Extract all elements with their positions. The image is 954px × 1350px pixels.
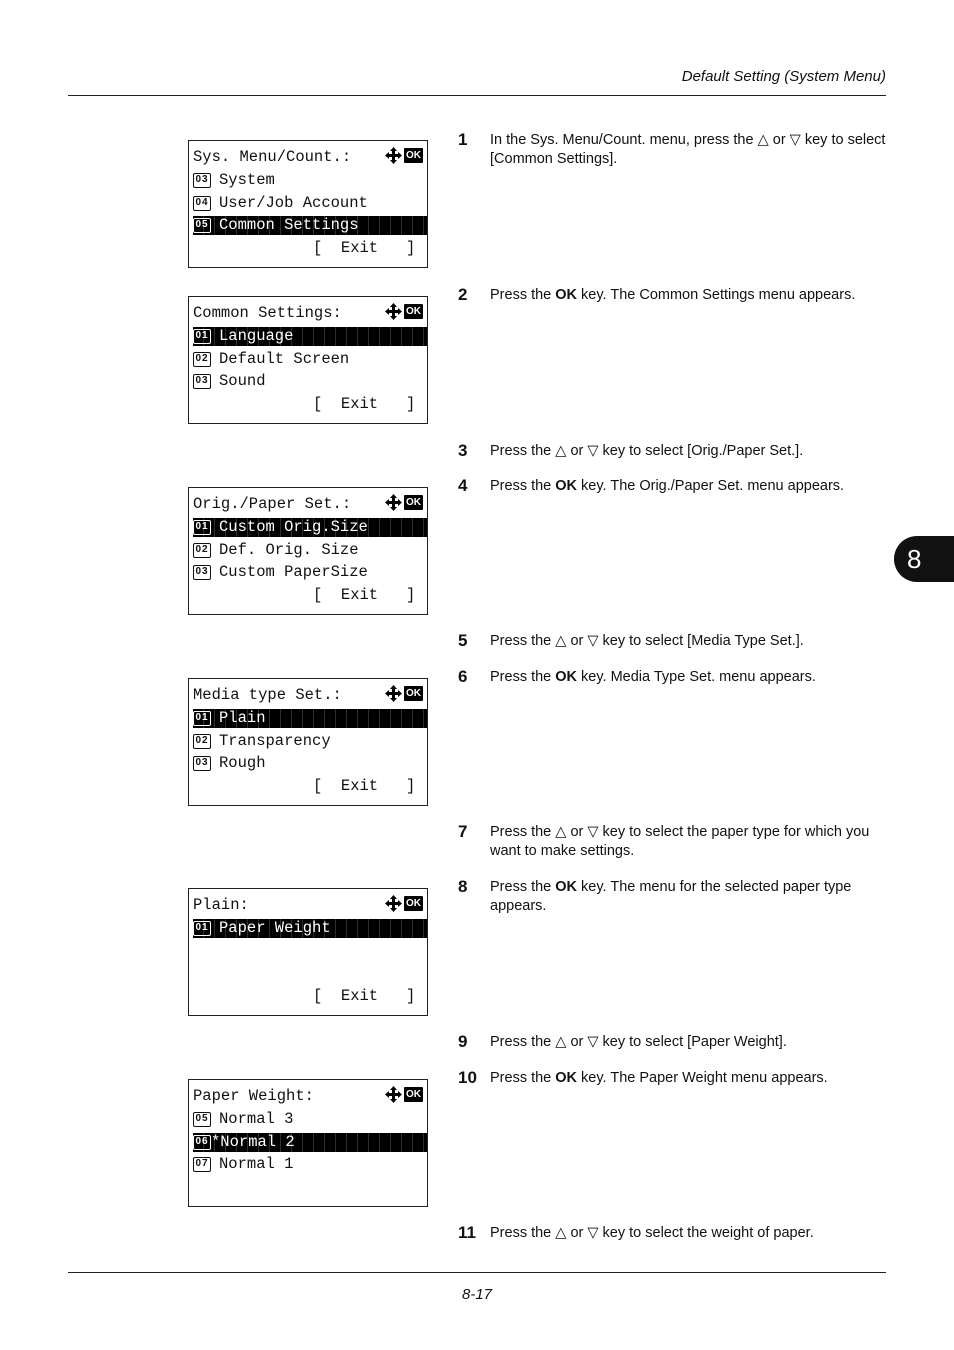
step-text-post: key. The Paper Weight menu appears. bbox=[577, 1070, 828, 1086]
lcd-menu-item[interactable] bbox=[193, 732, 427, 751]
step-number: 2 bbox=[458, 285, 468, 304]
step-text-post: key. The Common Settings menu appears. bbox=[577, 287, 856, 303]
lcd-screen bbox=[188, 678, 428, 806]
item-number-icon: 03 bbox=[193, 374, 211, 389]
lcd-title: Orig./Paper Set.: bbox=[193, 495, 352, 513]
lcd-nav-icons bbox=[385, 895, 423, 912]
lcd-menu-item[interactable] bbox=[193, 541, 427, 560]
item-label: Normal 3 bbox=[219, 1110, 294, 1128]
step-text-pre: Press the bbox=[490, 1070, 556, 1086]
four-way-arrow-icon bbox=[385, 303, 402, 320]
item-label: System bbox=[219, 171, 275, 189]
chapter-tab: 8 bbox=[894, 536, 954, 582]
ok-key-label: OK bbox=[555, 478, 578, 494]
header-rule bbox=[68, 95, 886, 96]
step-number: 10 bbox=[458, 1068, 477, 1087]
lcd-menu-item[interactable] bbox=[193, 350, 427, 369]
ok-key-label: OK bbox=[555, 287, 578, 303]
step-text bbox=[490, 668, 816, 687]
item-number-icon: 06 bbox=[193, 1135, 211, 1150]
item-number-icon: 01 bbox=[193, 520, 211, 535]
lcd-title: Paper Weight: bbox=[193, 1087, 314, 1105]
step-text: Press the △ or ▽ key to select [Paper Weight]. bbox=[490, 1034, 787, 1050]
item-label: Common Settings bbox=[219, 216, 359, 234]
item-label: Rough bbox=[219, 754, 266, 772]
lcd-screen bbox=[188, 888, 428, 1016]
step-number: 5 bbox=[458, 631, 468, 650]
step bbox=[458, 1069, 888, 1088]
exit-softkey[interactable]: [ Exit ] bbox=[313, 777, 416, 795]
step bbox=[458, 1033, 888, 1052]
ok-key-icon: OK bbox=[406, 688, 421, 699]
step bbox=[458, 632, 888, 651]
step bbox=[458, 286, 888, 305]
ok-key-icon: OK bbox=[406, 150, 421, 161]
step-text-pre: Press the bbox=[490, 669, 556, 685]
step bbox=[458, 1224, 888, 1243]
ok-key-icon: OK bbox=[406, 306, 421, 317]
lcd-title: Sys. Menu/Count.: bbox=[193, 148, 352, 166]
step-number: 4 bbox=[458, 476, 468, 495]
item-number-icon: 02 bbox=[193, 352, 211, 367]
page-number: 8-17 bbox=[461, 1286, 493, 1303]
lcd-menu-item[interactable] bbox=[193, 563, 427, 582]
lcd-nav-icons bbox=[385, 303, 423, 320]
ok-key-label: OK bbox=[555, 1070, 578, 1086]
step-text-post: key. The Orig./Paper Set. menu appears. bbox=[577, 478, 845, 494]
lcd-menu-item-selected[interactable] bbox=[193, 709, 427, 728]
item-label: Plain bbox=[219, 709, 266, 727]
step-text: Press the △ or ▽ key to select the paper type for which you want to make settings. bbox=[490, 824, 870, 859]
item-number-icon: 05 bbox=[193, 218, 211, 233]
step-number: 6 bbox=[458, 667, 468, 686]
lcd-nav-icons bbox=[385, 147, 423, 164]
item-label: Language bbox=[219, 327, 294, 345]
running-header: Default Setting (System Menu) bbox=[681, 68, 886, 85]
ok-key-icon: OK bbox=[406, 497, 421, 508]
step-number: 9 bbox=[458, 1032, 468, 1051]
lcd-screen bbox=[188, 487, 428, 615]
step bbox=[458, 131, 888, 169]
step bbox=[458, 668, 888, 687]
exit-softkey[interactable]: [ Exit ] bbox=[313, 586, 416, 604]
step-text bbox=[490, 878, 888, 916]
step-text-post: key. The menu for the selected paper type appears. bbox=[490, 879, 852, 914]
item-number-icon: 03 bbox=[193, 565, 211, 580]
step bbox=[458, 878, 888, 916]
item-label: Transparency bbox=[219, 732, 331, 750]
ok-key-icon: OK bbox=[406, 1089, 421, 1100]
item-label: Def. Orig. Size bbox=[219, 541, 359, 559]
lcd-menu-item[interactable] bbox=[193, 1110, 427, 1129]
step-text-post: key. Media Type Set. menu appears. bbox=[577, 669, 816, 685]
step-number: 11 bbox=[458, 1223, 476, 1242]
lcd-menu-item[interactable] bbox=[193, 754, 427, 773]
lcd-title: Common Settings: bbox=[193, 304, 342, 322]
step-number: 7 bbox=[458, 822, 468, 841]
item-label: Paper Weight bbox=[219, 919, 331, 937]
item-label: *Normal 2 bbox=[211, 1133, 295, 1151]
step-text: In the Sys. Menu/Count. menu, press the △ or ▽ key to select [Common Settings]. bbox=[490, 132, 886, 167]
lcd-menu-item-selected[interactable] bbox=[193, 1133, 427, 1152]
lcd-menu-item[interactable] bbox=[193, 372, 427, 391]
step-text bbox=[490, 1069, 828, 1088]
lcd-menu-item[interactable] bbox=[193, 171, 427, 190]
step-text: Press the △ or ▽ key to select [Media Type Set.]. bbox=[490, 633, 804, 649]
lcd-menu-item-selected[interactable] bbox=[193, 216, 427, 235]
step-number: 3 bbox=[458, 441, 468, 460]
lcd-nav-icons bbox=[385, 494, 423, 511]
item-number-icon: 02 bbox=[193, 543, 211, 558]
step bbox=[458, 442, 888, 461]
step-text: Press the △ or ▽ key to select the weight of paper. bbox=[490, 1225, 814, 1241]
item-number-icon: 04 bbox=[193, 196, 211, 211]
step-number: 8 bbox=[458, 877, 468, 896]
item-number-icon: 03 bbox=[193, 756, 211, 771]
four-way-arrow-icon bbox=[385, 895, 402, 912]
four-way-arrow-icon bbox=[385, 1086, 402, 1103]
exit-softkey[interactable]: [ Exit ] bbox=[313, 395, 416, 413]
ok-key-label: OK bbox=[555, 669, 578, 685]
item-label: Normal 1 bbox=[219, 1155, 294, 1173]
lcd-menu-item-selected[interactable] bbox=[193, 327, 427, 346]
ok-key-label: OK bbox=[555, 879, 578, 895]
lcd-menu-item-selected[interactable] bbox=[193, 518, 427, 537]
lcd-nav-icons bbox=[385, 685, 423, 702]
footer-rule bbox=[68, 1272, 886, 1273]
item-label: Custom PaperSize bbox=[219, 563, 368, 581]
step-text-pre: Press the bbox=[490, 478, 556, 494]
step-text bbox=[490, 286, 855, 305]
step bbox=[458, 823, 888, 861]
ok-key-icon: OK bbox=[406, 898, 421, 909]
lcd-screen bbox=[188, 140, 428, 268]
item-label: Custom Orig.Size bbox=[219, 518, 368, 536]
lcd-title: Plain: bbox=[193, 896, 249, 914]
lcd-menu-item[interactable] bbox=[193, 1155, 427, 1174]
item-label: Default Screen bbox=[219, 350, 350, 368]
item-number-icon: 05 bbox=[193, 1112, 211, 1127]
exit-softkey[interactable]: [ Exit ] bbox=[313, 239, 416, 257]
step-text-pre: Press the bbox=[490, 287, 556, 303]
lcd-title: Media type Set.: bbox=[193, 686, 342, 704]
lcd-nav-icons bbox=[385, 1086, 423, 1103]
item-number-icon: 01 bbox=[193, 921, 211, 936]
item-label: Sound bbox=[219, 372, 266, 390]
step bbox=[458, 477, 888, 496]
four-way-arrow-icon bbox=[385, 494, 402, 511]
item-label: User/Job Account bbox=[219, 194, 368, 212]
item-number-icon: 07 bbox=[193, 1157, 211, 1172]
item-number-icon: 01 bbox=[193, 711, 211, 726]
four-way-arrow-icon bbox=[385, 147, 402, 164]
step-text: Press the △ or ▽ key to select [Orig./Paper Set.]. bbox=[490, 443, 804, 459]
step-text-pre: Press the bbox=[490, 879, 556, 895]
item-number-icon: 01 bbox=[193, 329, 211, 344]
lcd-screen bbox=[188, 296, 428, 424]
lcd-menu-item[interactable] bbox=[193, 194, 427, 213]
lcd-menu-item-selected[interactable] bbox=[193, 919, 427, 938]
item-number-icon: 02 bbox=[193, 734, 211, 749]
step-text bbox=[490, 477, 844, 496]
item-number-icon: 03 bbox=[193, 173, 211, 188]
lcd-screen bbox=[188, 1079, 428, 1207]
step-number: 1 bbox=[458, 130, 468, 149]
four-way-arrow-icon bbox=[385, 685, 402, 702]
exit-softkey[interactable]: [ Exit ] bbox=[313, 987, 416, 1005]
